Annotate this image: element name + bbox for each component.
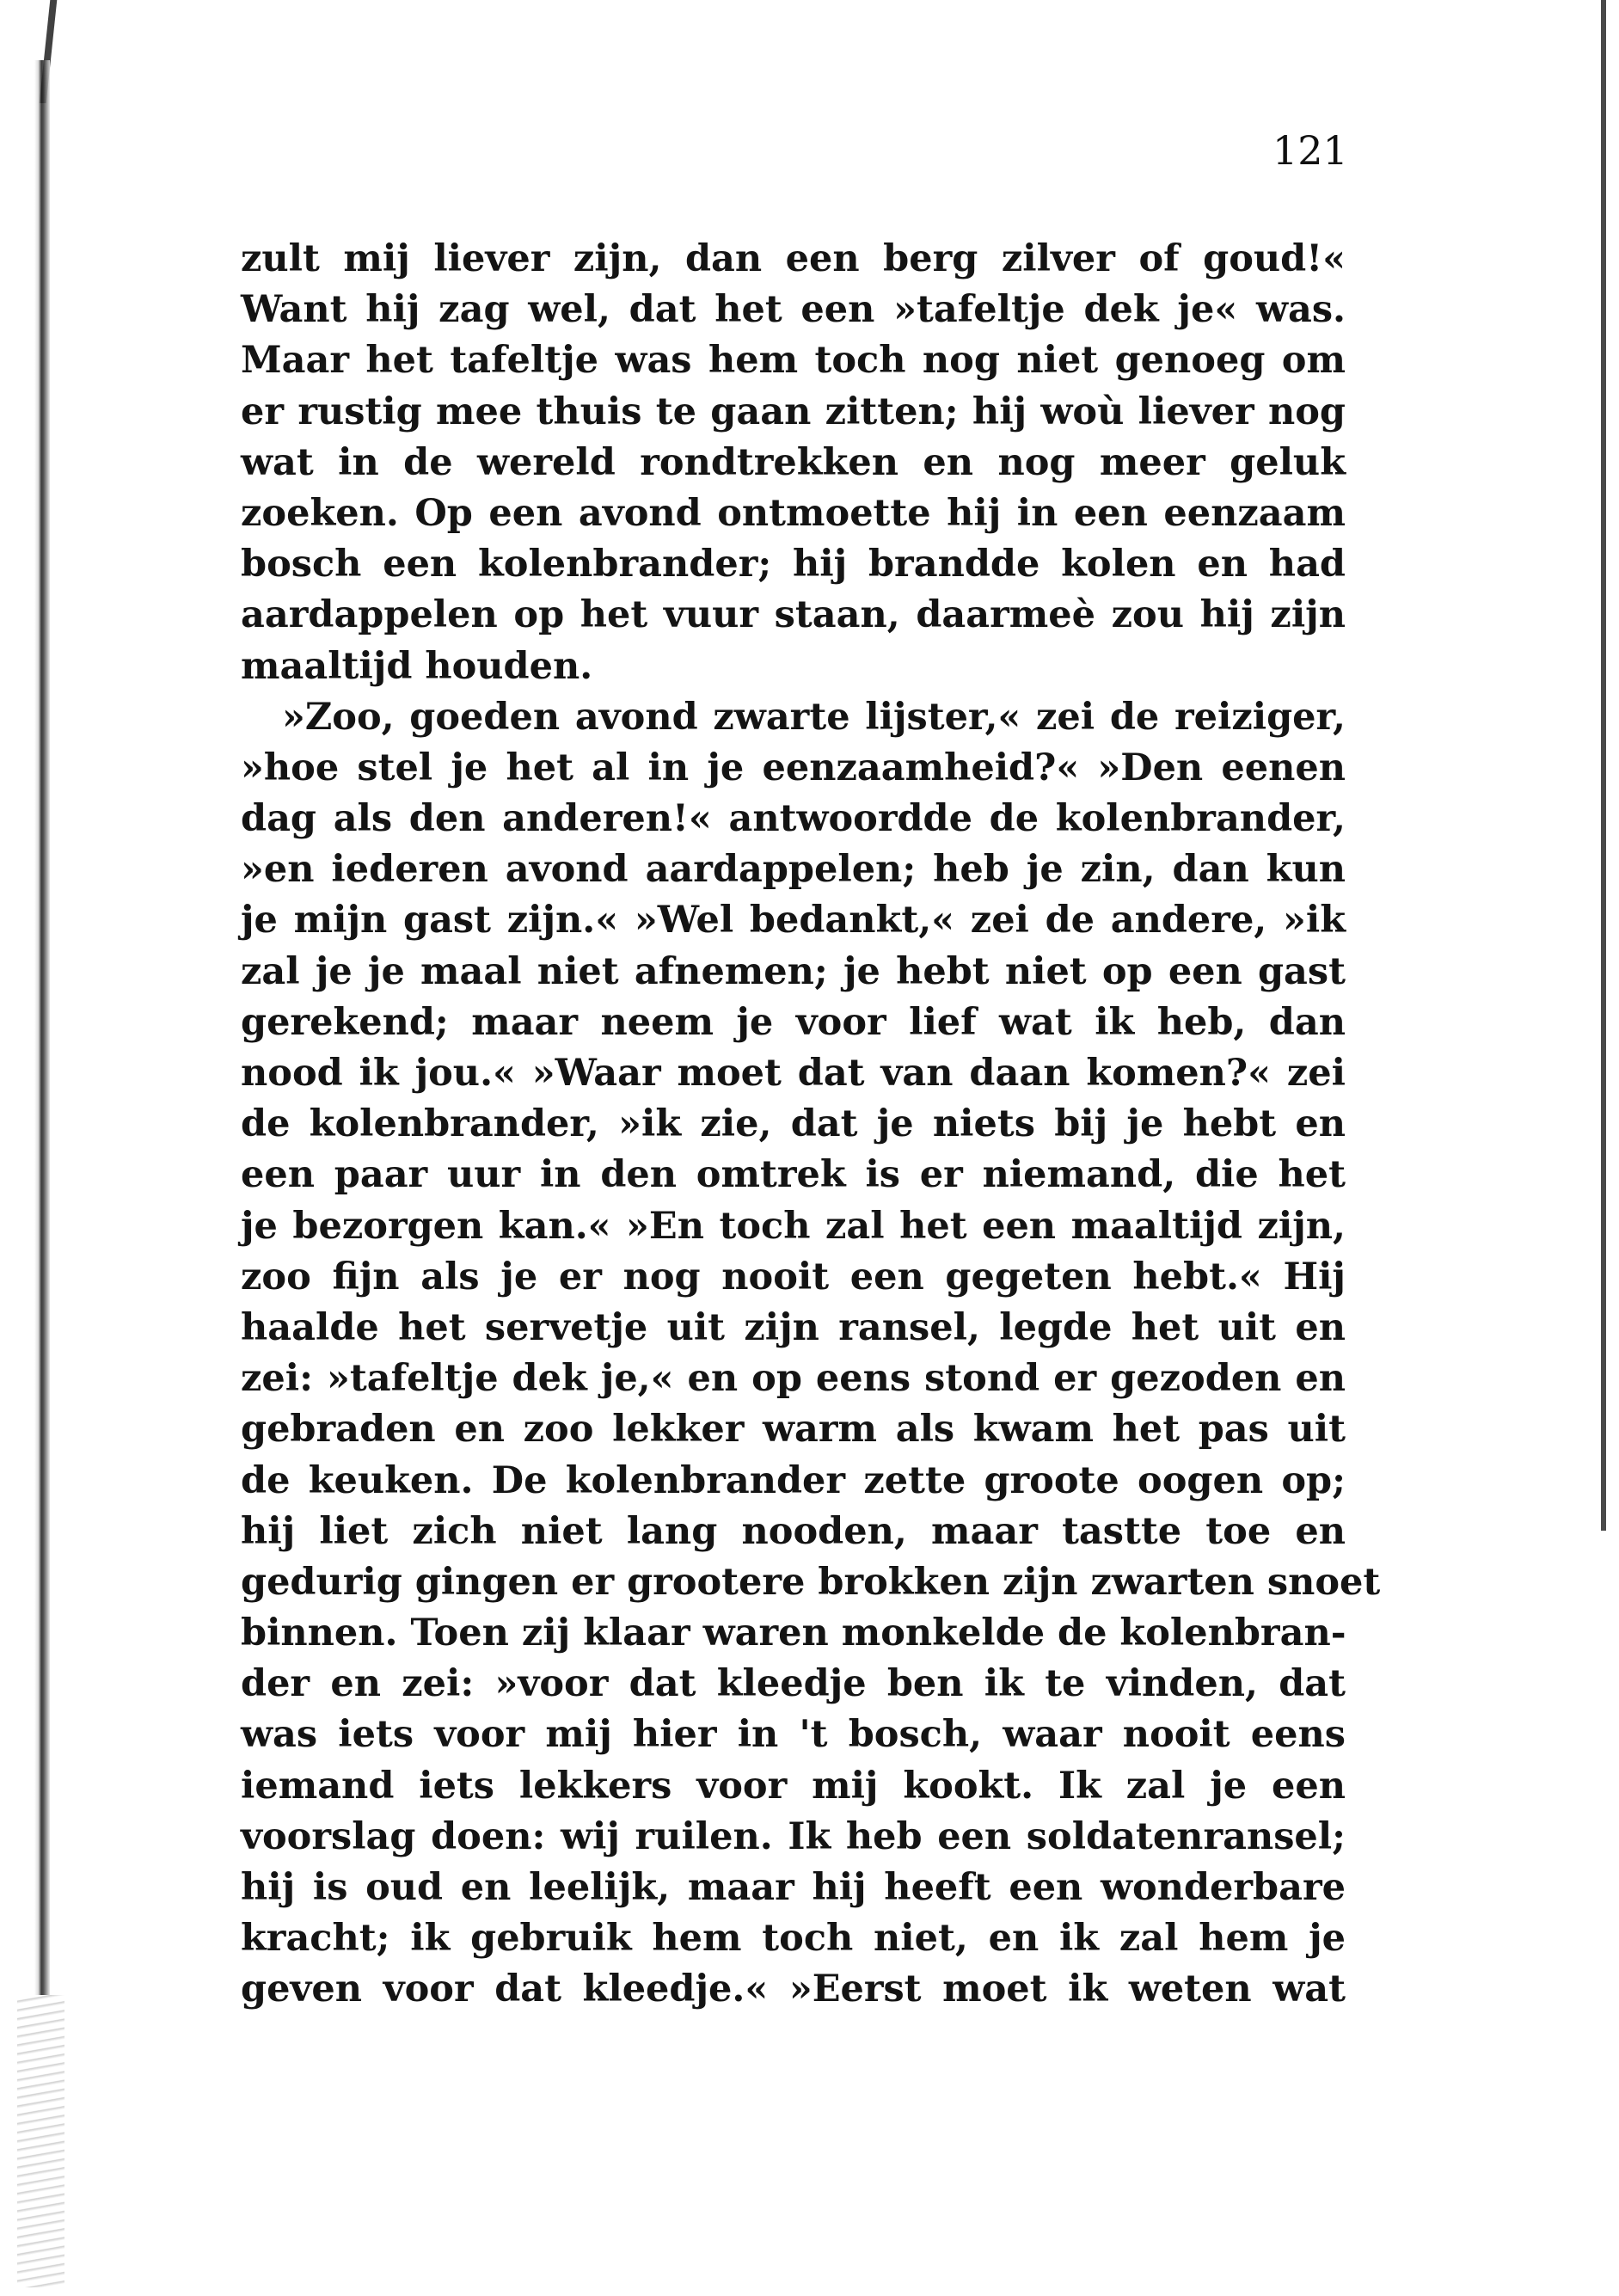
text-line: Maar het tafeltje was hem toch nog niet genoeg om	[241, 339, 1346, 383]
text-line: aardappelen op het vuur staan, daarmeè zou hij zijn	[241, 593, 1346, 637]
text-line: er rustig mee thuis te gaan zitten; hij woù liever nog	[241, 390, 1346, 433]
body-text	[241, 234, 1381, 2016]
text-line: wat in de wereld rondtrekken en nog meer geluk	[241, 440, 1346, 484]
text-line: nood ik jou.« »Waar moet dat van daan komen?« zei	[241, 1052, 1346, 1095]
text-line: je mijn gast zijn.« »Wel bedankt,« zei de andere, »ik	[241, 899, 1346, 942]
text-line: Want hij zag wel, dat het een »tafeltje dek je« was.	[241, 288, 1346, 332]
text-line: hij is oud en leelijk, maar hij heeft een wonderbare	[241, 1866, 1346, 1909]
text-line: iemand iets lekkers voor mij kookt. Ik zal je een	[241, 1764, 1346, 1808]
scan-binding-shadow	[34, 60, 50, 1995]
text-line: kracht; ik gebruik hem toch niet, en ik zal hem je	[241, 1917, 1346, 1961]
text-line: dag als den anderen!« antwoordde de kolenbrander,	[241, 797, 1346, 841]
paragraph	[241, 234, 1346, 692]
text-line: zal je je maal niet afnemen; je hebt niet op een gast	[241, 949, 1346, 993]
text-line: je bezorgen kan.« »En toch zal het een maaltijd zijn,	[241, 1204, 1346, 1248]
text-line: »en iederen avond aardappelen; heb je zin, dan kun	[241, 848, 1346, 892]
text-line: haalde het servetje uit zijn ransel, legde het uit en	[241, 1305, 1346, 1349]
text-line: hij liet zich niet lang nooden, maar tastte toe en	[241, 1509, 1346, 1553]
text-line: gedurig gingen er grootere brokken zijn zwarten snoet	[241, 1560, 1381, 1604]
text-line: de keuken. De kolenbrander zette groote oogen op;	[241, 1458, 1346, 1502]
text-line: was iets voor mij hier in 't bosch, waar nooit eens	[241, 1713, 1346, 1757]
text-line: zei: »tafeltje dek je,« en op eens stond er gezoden en	[241, 1357, 1346, 1401]
page-number: 121	[1273, 127, 1348, 174]
text-line: zoeken. Op een avond ontmoette hij in een eenzaam	[241, 491, 1346, 535]
text-line: gerekend; maar neem je voor lief wat ik heb, dan	[241, 1000, 1346, 1044]
text-line: zult mij liever zijn, dan een berg zilver of goud!«	[241, 237, 1346, 280]
text-line: binnen. Toen zij klaar waren monkelde de kolenbran-	[241, 1611, 1346, 1655]
paragraph	[241, 692, 1381, 2016]
text-line: een paar uur in den omtrek is er niemand, die het	[241, 1153, 1346, 1197]
text-line: der en zei: »voor dat kleedje ben ik te vinden, dat	[241, 1662, 1346, 1706]
text-line: maaltijd houden.	[241, 644, 593, 688]
text-line: »Zoo, goeden avond zwarte lijster,« zei de reiziger,	[282, 695, 1346, 739]
scan-noise	[17, 1995, 64, 2287]
text-line: zoo fijn als je er nog nooit een gegeten hebt.« Hij	[241, 1255, 1346, 1298]
text-line: bosch een kolenbrander; hij brandde kolen en had	[241, 543, 1346, 586]
scan-right-edge	[1601, 0, 1606, 1531]
text-line: geven voor dat kleedje.« »Eerst moet ik weten wat	[241, 1968, 1346, 2011]
text-line: gebraden en zoo lekker warm als kwam het pas uit	[241, 1408, 1346, 1452]
text-line: voorslag doen: wij ruilen. Ik heb een soldatenransel;	[241, 1814, 1346, 1858]
text-line: de kolenbrander, »ik zie, dat je niets bij je hebt en	[241, 1102, 1346, 1146]
text-line: »hoe stel je het al in je eenzaamheid?« »Den eenen	[241, 746, 1346, 789]
